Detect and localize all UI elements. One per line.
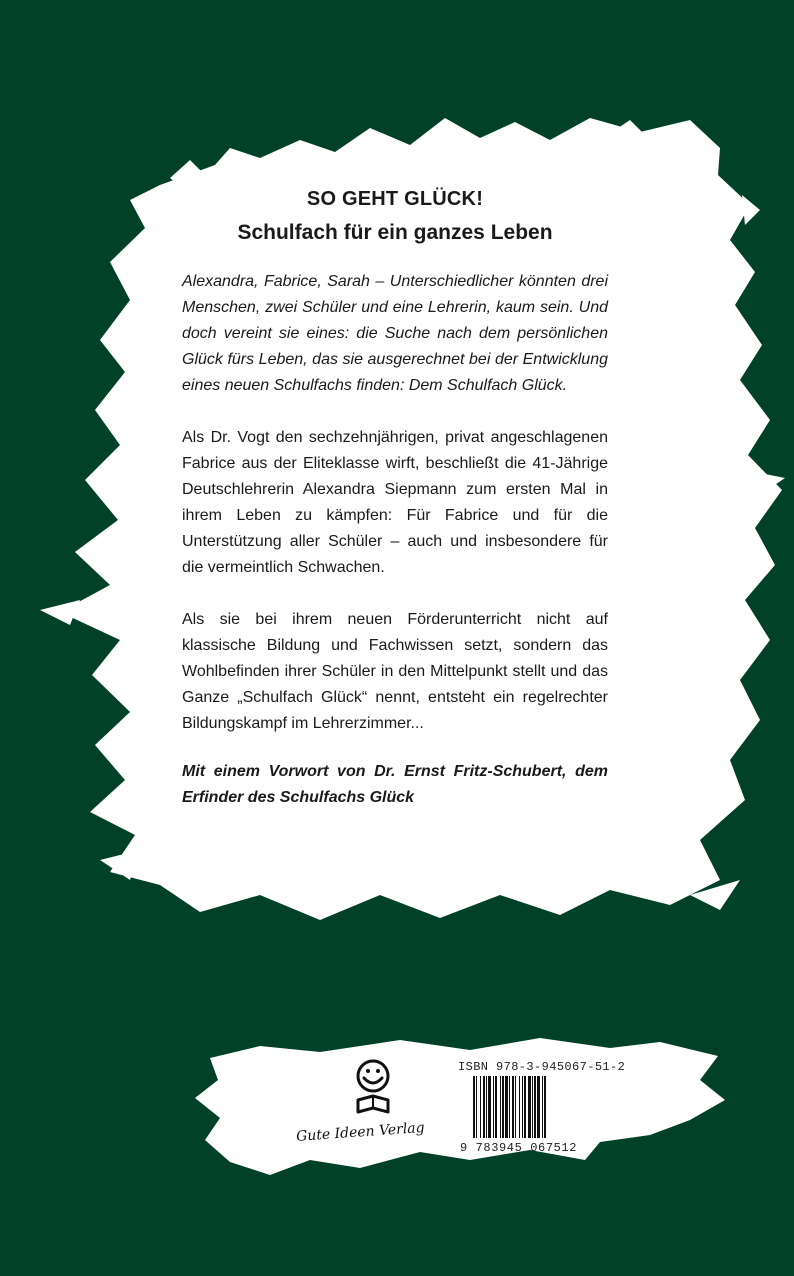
barcode-bar: [488, 1076, 491, 1138]
foreword-note: Mit einem Vorwort von Dr. Ernst Fritz-Schubert, dem Erfinder des Schulfachs Glück: [182, 763, 608, 806]
barcode-bar: [522, 1076, 523, 1138]
ean-number: 9 783945 067512: [460, 1141, 578, 1155]
barcode-bar: [509, 1076, 510, 1138]
book-subtitle: Schulfach für ein ganzes Leben: [237, 221, 553, 244]
barcode-bar: [512, 1076, 514, 1138]
barcode-bar: [537, 1076, 540, 1138]
barcode-bar: [515, 1076, 516, 1138]
barcode-bar: [486, 1076, 487, 1138]
barcode-bar: [534, 1076, 536, 1138]
barcode-bar: [544, 1076, 546, 1138]
smiley-book-icon: [350, 1058, 396, 1120]
book-title: SO GEHT GLÜCK!: [306, 188, 484, 210]
story-paragraph: Als Dr. Vogt den sechzehnjährigen, privat angeschlagenen Fabrice aus der Eliteklasse wirft, beschließt die 41-Jährige Deutschlehrerin Alexandra Siepmann zum ersten Mal in ihrem Leben zu kämpfen: Für Fabrice und für die Unterstützung aller Schüler – auch und insbesondere für die vermeintlich Schwachen.: [182, 429, 608, 576]
barcode-bar: [476, 1076, 477, 1138]
barcode-bar: [483, 1076, 485, 1138]
barcode-bar: [524, 1076, 526, 1138]
barcode-graphic: [472, 1076, 582, 1140]
barcode-bar: [480, 1076, 481, 1138]
barcode-bar: [542, 1076, 543, 1138]
barcode-bar: [495, 1076, 497, 1138]
back-cover-text: [182, 185, 608, 811]
publisher-logo: [288, 1058, 438, 1156]
barcode-bar: [493, 1076, 494, 1138]
barcode-bar: [473, 1076, 475, 1138]
isbn-label: ISBN 978-3-945067-51-2: [458, 1060, 626, 1074]
barcode-bar: [528, 1076, 531, 1138]
intro-paragraph: Alexandra, Fabrice, Sarah – Unterschiedlicher könnten drei Menschen, zwei Schüler und eine Lehrerin, kaum sein. Und doch vereint sie eines: die Suche nach dem persönlichen Glück fürs Leben, das sie ausgerechnet bei der Entwicklung eines neuen Schulfachs finden: Dem Schulfach Glück.: [182, 273, 608, 394]
conflict-paragraph: Als sie bei ihrem neuen Förderunterricht nicht auf klassische Bildung und Fachwissen setzt, sondern das Wohlbefinden ihrer Schüler in den Mittelpunkt stellt und das Ganze „Schulfach Glück“ nennt, entsteht ein regelrechter Bildungskampf im Lehrerzimmer...: [182, 611, 608, 732]
barcode-bar: [502, 1076, 504, 1138]
barcode-bar: [505, 1076, 508, 1138]
publisher-name: Gute Ideen Verlag: [295, 1119, 426, 1145]
barcode-bar: [500, 1076, 501, 1138]
barcode-bar: [519, 1076, 520, 1138]
barcode-bar: [532, 1076, 533, 1138]
